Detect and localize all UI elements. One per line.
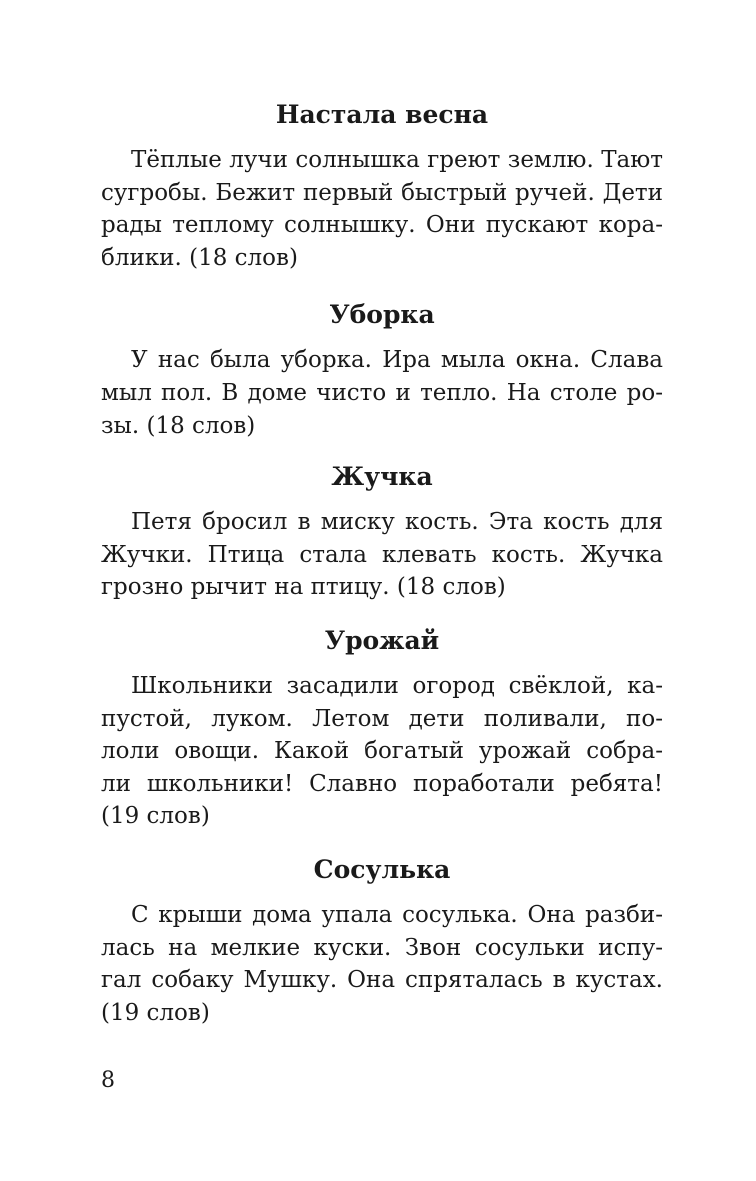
story-zhuchka xyxy=(101,454,663,604)
text-line: У нас была уборка. Ира мыла окна. Слава xyxy=(131,347,663,374)
text-line: лась на мелкие куски. Звон сосульки испу- xyxy=(101,934,663,961)
text-line: блики. (18 слов) xyxy=(101,244,298,271)
story-nastala-vesna xyxy=(101,92,663,274)
text-line: Петя бросил в миску кость. Эта кость для xyxy=(131,509,663,536)
text-line: лоли овощи. Какой богатый урожай собра- xyxy=(101,738,663,765)
text-line: Жучки. Птица стала клевать кость. Жучка xyxy=(101,541,663,568)
story-text xyxy=(101,670,663,833)
text-line: Тёплые лучи солнышка греют землю. Тают xyxy=(131,147,663,173)
story-text xyxy=(101,144,663,274)
story-title: Урожай xyxy=(324,625,440,655)
text-line: (19 слов) xyxy=(101,999,210,1026)
story-text xyxy=(101,899,663,1029)
text-line: гал собаку Мушку. Она спряталась в кустах. xyxy=(101,967,663,994)
text-line: сугробы. Бежит первый быстрый ручей. Дети xyxy=(101,179,663,206)
text-line: Школьники засадили огород свёклой, ка- xyxy=(131,672,663,699)
story-title: Жучка xyxy=(331,462,433,492)
story-title: Настала весна xyxy=(275,100,489,129)
text-line: ли школьники! Славно поработали ребята! xyxy=(101,770,663,797)
text-line: мыл пол. В доме чисто и тепло. На столе ро- xyxy=(101,379,663,406)
story-text xyxy=(101,506,663,604)
story-sosulka xyxy=(101,847,663,1029)
page-number: 8 xyxy=(101,1068,115,1093)
text-line: рады теплому солнышку. Они пускают кора- xyxy=(101,212,663,239)
story-text xyxy=(101,344,663,442)
story-urozhay xyxy=(101,618,663,833)
page-content xyxy=(101,92,663,1029)
text-line: (19 слов) xyxy=(101,803,210,830)
text-line: грозно рычит на птицу. (18 слов) xyxy=(101,574,506,601)
text-line: зы. (18 слов) xyxy=(101,412,256,439)
text-line: пустой, луком. Летом дети поливали, по- xyxy=(101,705,663,732)
text-line: С крыши дома упала сосулька. Она разби- xyxy=(131,901,663,928)
story-title: Сосулька xyxy=(313,854,451,884)
story-uborka xyxy=(101,292,663,442)
story-title: Уборка xyxy=(329,300,435,330)
